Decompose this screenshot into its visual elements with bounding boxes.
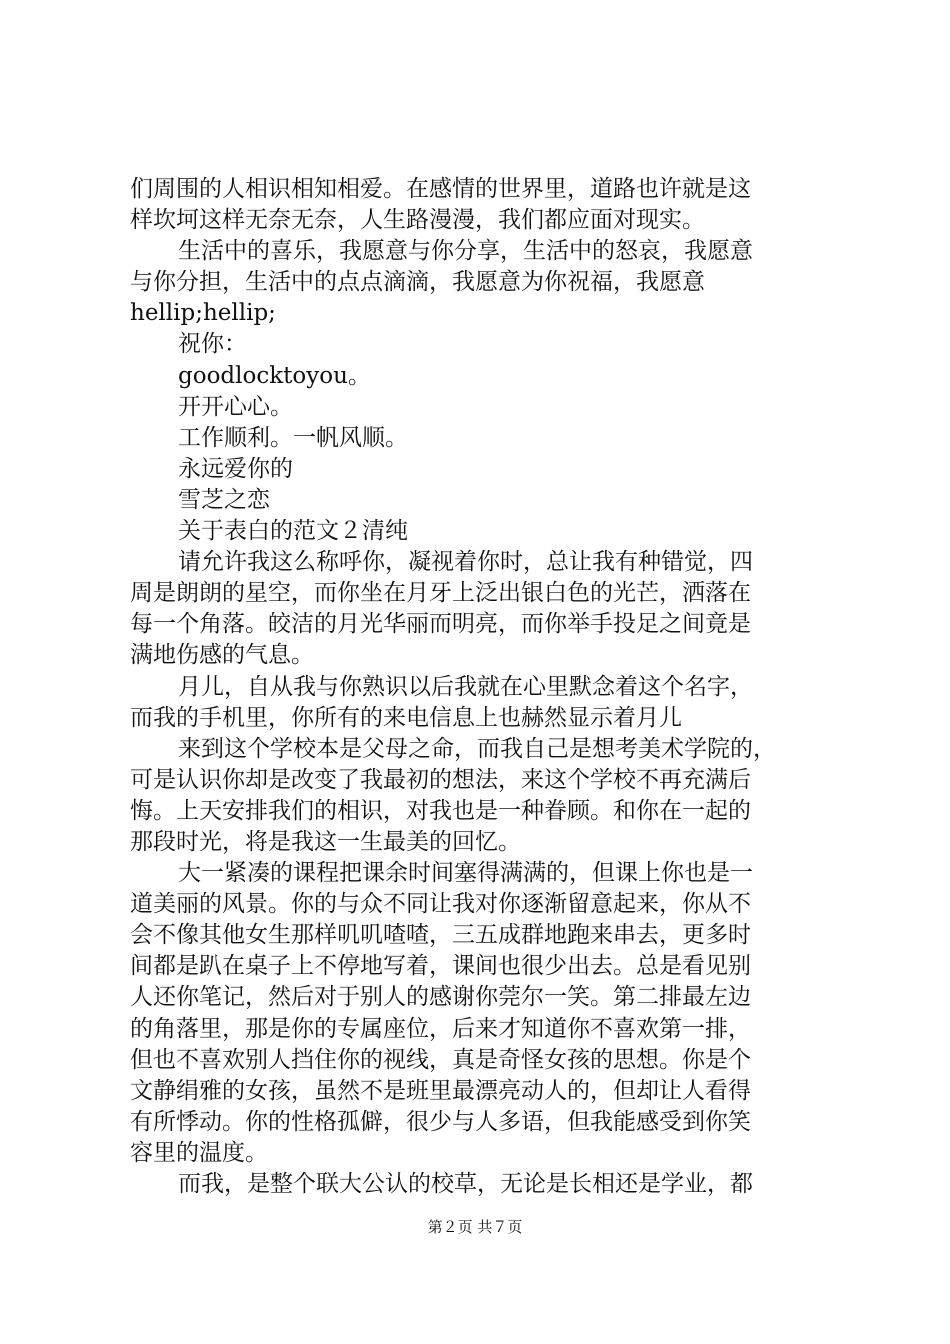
text-line: 会不像其他女生那样叽叽喳喳，三五成群地跑来串去，更多时	[130, 922, 751, 949]
text-line: 满地伤感的气息。	[130, 642, 314, 669]
text-line: 道美丽的风景。你的与众不同让我对你逐渐留意起来，你从不	[130, 891, 751, 918]
text-line: hellip;hellip;	[130, 300, 276, 327]
text-line: 月儿，自从我与你熟识以后我就在心里默念着这个名字，	[178, 673, 753, 700]
text-line: 们周围的人相识相知相爱。在感情的世界里，道路也许就是这	[130, 176, 751, 202]
text-line: 的角落里，那是你的专属座位，后来才知道你不喜欢第一排，	[130, 1015, 751, 1042]
text-line: 有所悸动。你的性格孤僻，很少与人多语，但我能感受到你笑	[130, 1108, 751, 1135]
text-line: 间都是趴在桌子上不停地写着，课间也很少出去。总是看见别	[130, 953, 751, 980]
text-line: 生活中的喜乐，我愿意与你分享，生活中的怒哀，我愿意	[178, 238, 753, 265]
text-line: 而我，是整个联大公认的校草，无论是长相还是学业，都	[178, 1171, 753, 1197]
text-line: 悔。上天安排我们的相识，对我也是一种眷顾。和你在一起的	[130, 797, 751, 824]
text-line: 永远爱你的	[178, 455, 293, 482]
text-line: goodlocktoyou。	[178, 362, 371, 389]
text-line: 周是朗朗的星空，而你坐在月牙上泛出银白色的光芒，洒落在	[130, 580, 751, 607]
text-line: 请允许我这么称呼你，凝视着你时，总让我有种错觉，四	[178, 549, 753, 576]
text-line: 但也不喜欢别人挡住你的视线，真是奇怪女孩的思想。你是个	[130, 1046, 751, 1073]
text-line: 工作顺利。一帆风顺。	[178, 424, 408, 451]
text-line: 雪芝之恋	[178, 486, 270, 513]
text-line: 容里的温度。	[130, 1139, 268, 1166]
text-line: 每一个角落。皎洁的月光华丽而明亮，而你举手投足之间竟是	[130, 611, 751, 638]
text-line: 文静绢雅的女孩，虽然不是班里最漂亮动人的，但却让人看得	[130, 1077, 751, 1104]
text-line: 那段时光，将是我这一生最美的回忆。	[130, 828, 521, 855]
text-line: 可是认识你却是改变了我最初的想法，来这个学校不再充满后	[130, 766, 751, 793]
document-body	[130, 174, 830, 1200]
page-number: 第２页 共７页	[427, 1218, 523, 1236]
section-heading: 关于表白的范文２清纯	[178, 518, 408, 545]
text-line: 与你分担，生活中的点点滴滴，我愿意为你祝福，我愿意	[130, 269, 705, 296]
text-line: 人还你笔记，然后对于别人的感谢你莞尔一笑。第二排最左边	[130, 984, 751, 1011]
text-line: 而我的手机里，你所有的来电信息上也赫然显示着月儿	[130, 704, 682, 731]
text-line: 祝你：	[178, 331, 247, 358]
text-line: 样坎坷这样无奈无奈，人生路漫漫，我们都应面对现实。	[130, 207, 705, 234]
text-line: 开开心心。	[178, 393, 293, 420]
text-line: 来到这个学校本是父母之命，而我自己是想考美术学院的，	[178, 735, 776, 762]
text-line: 大一紧凑的课程把课余时间塞得满满的，但课上你也是一	[178, 860, 753, 887]
